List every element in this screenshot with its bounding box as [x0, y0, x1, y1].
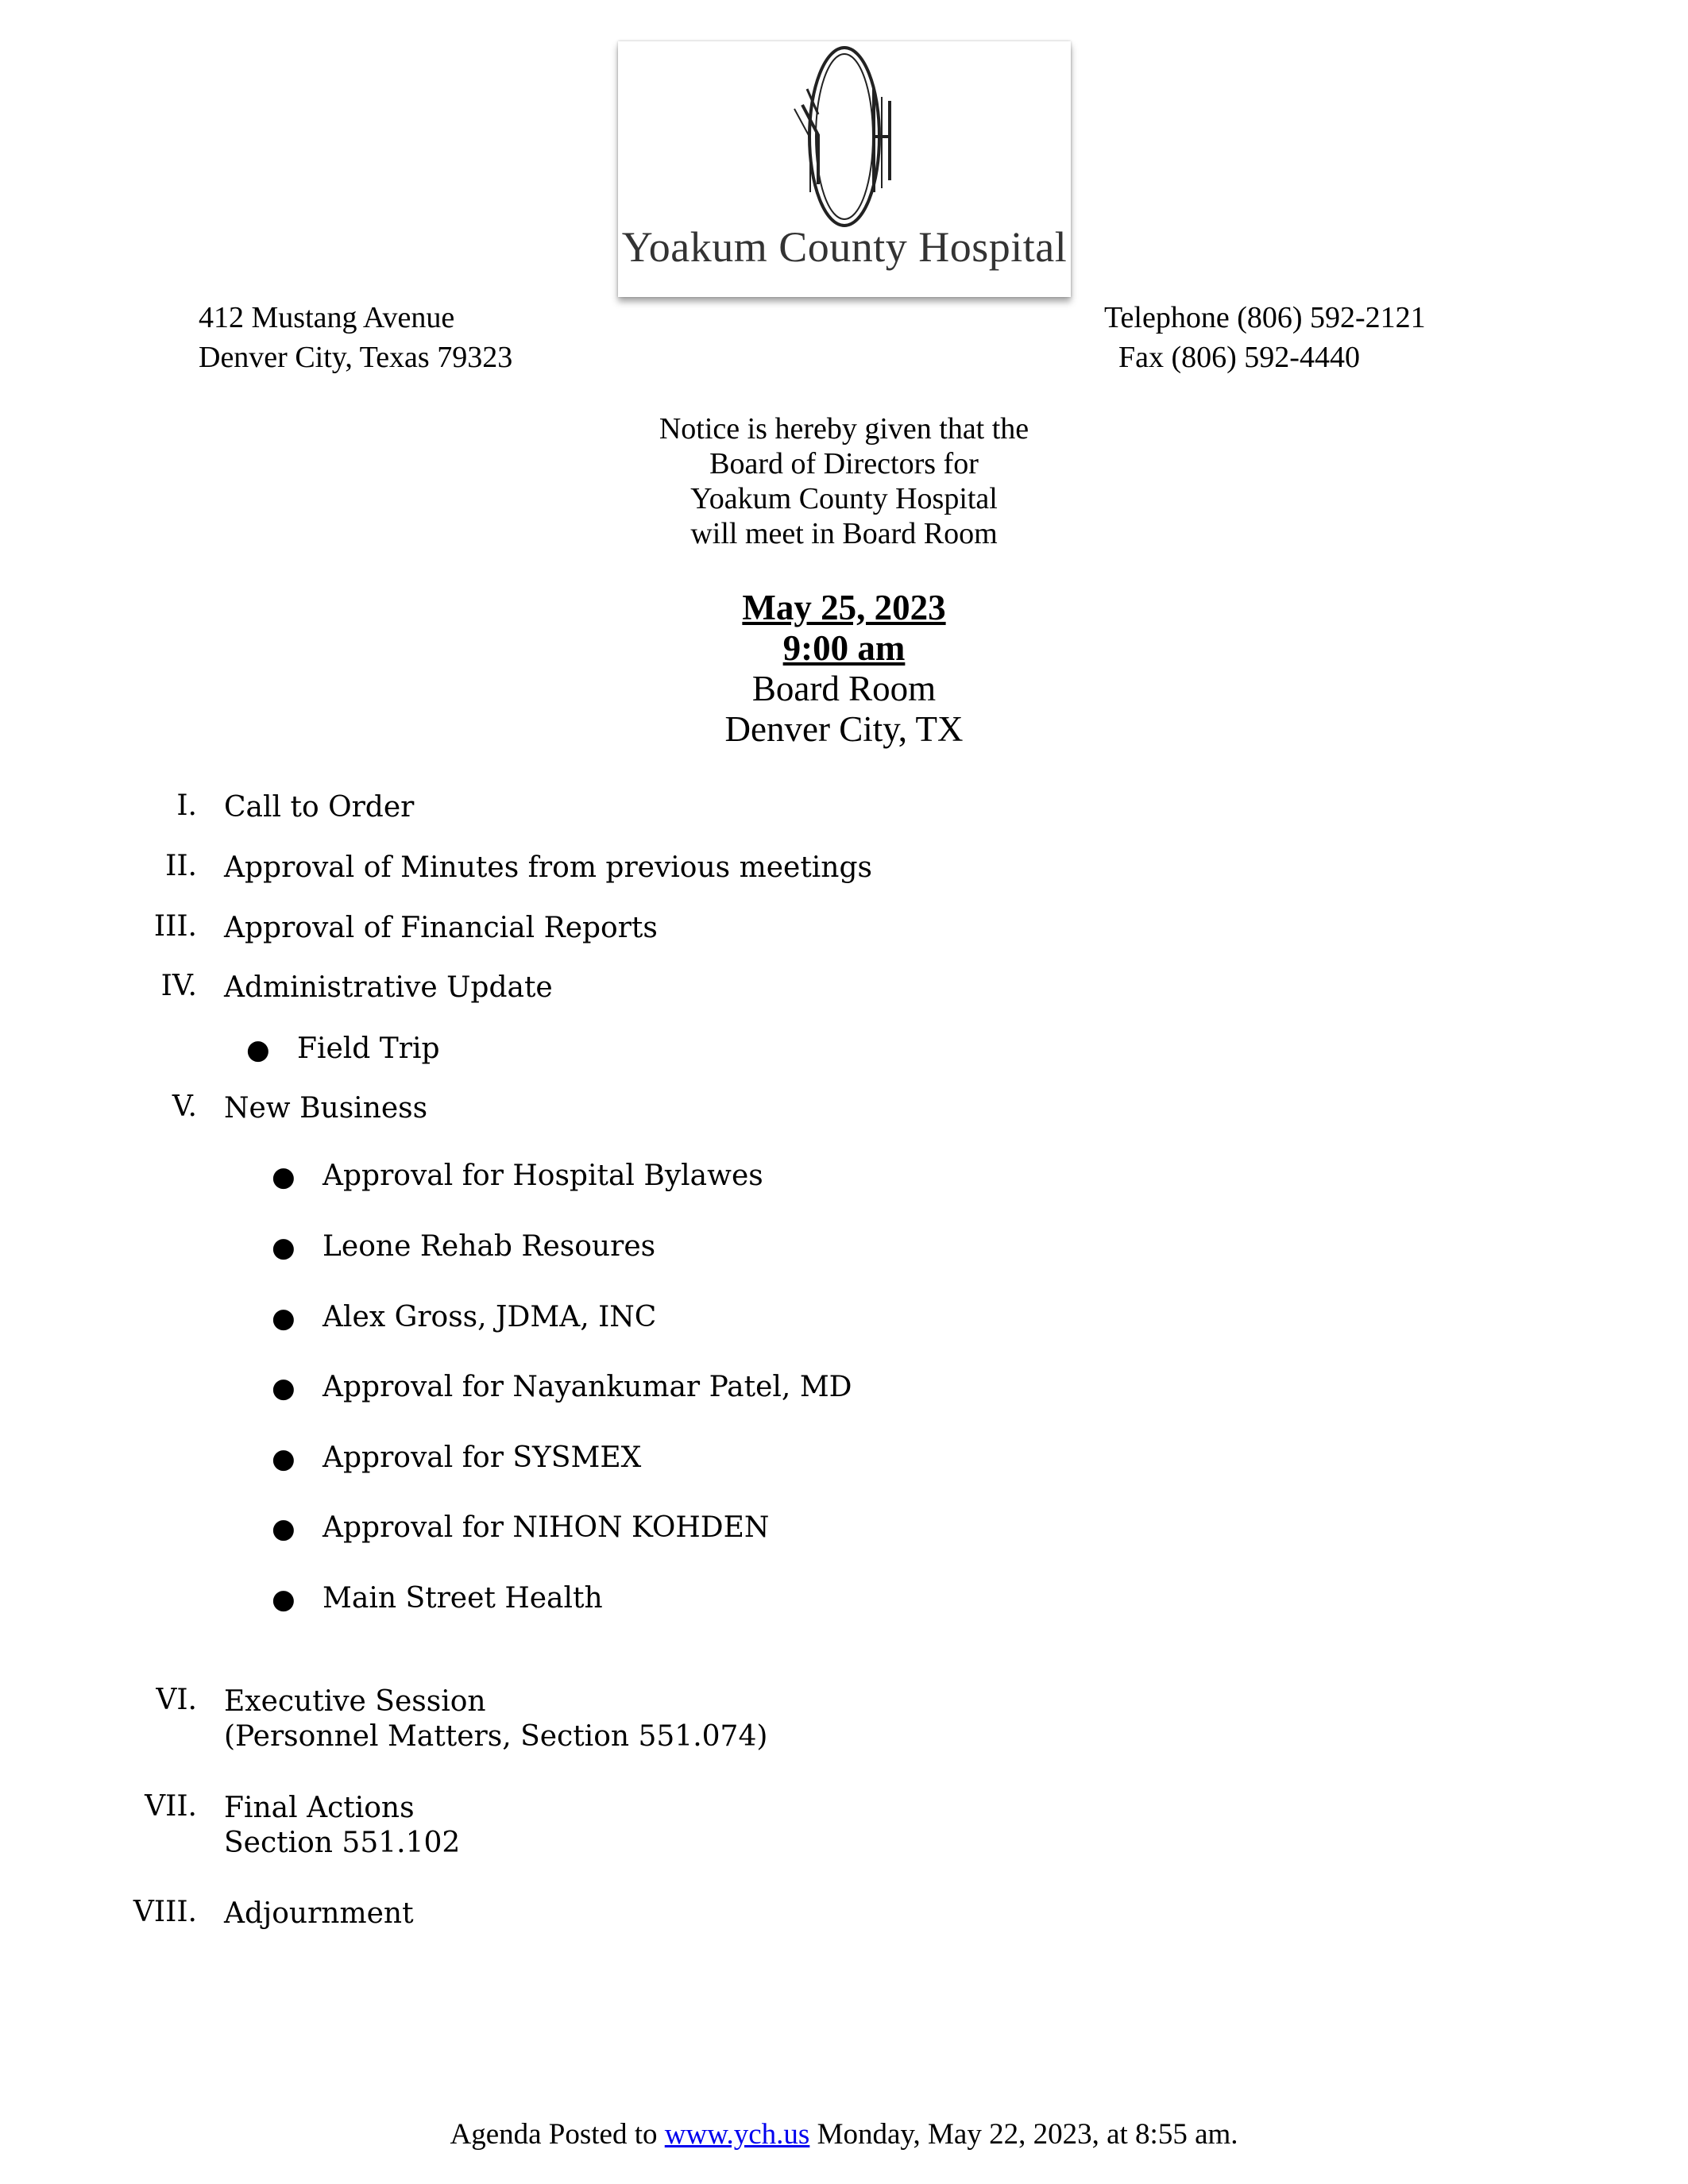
- agenda-item-number: II.: [165, 850, 197, 882]
- notice-line: Yoakum County Hospital: [690, 482, 998, 515]
- posting-notice: [0, 2117, 1688, 2151]
- agenda-item-number: IV.: [160, 970, 197, 1002]
- bullet-icon: ●: [246, 1034, 270, 1066]
- bullet-icon: ●: [272, 1302, 295, 1334]
- bullet-icon: ●: [272, 1232, 295, 1264]
- bullet-icon: ●: [272, 1513, 295, 1545]
- street-address: 412 Mustang Avenue: [199, 301, 455, 334]
- bullet-text: Main Street Health: [323, 1582, 603, 1615]
- agenda-item-number: VIII.: [133, 1896, 197, 1928]
- agenda-item-subtext: (Personnel Matters, Section 551.074): [224, 1720, 768, 1753]
- meeting-location: Denver City, TX: [724, 709, 964, 749]
- bullet-text: Approval for Nayankumar Patel, MD: [323, 1371, 852, 1403]
- notice-line: Board of Directors for: [709, 447, 979, 480]
- bullet-icon: ●: [272, 1584, 295, 1615]
- notice-line: Notice is hereby given that the: [659, 412, 1029, 446]
- city-address: Denver City, Texas 79323: [199, 341, 513, 374]
- posting-date: Monday, May 22, 2023, at 8:55 am.: [817, 2118, 1238, 2151]
- website-link[interactable]: www.ych.us: [664, 2118, 810, 2151]
- agenda-item-number: VII.: [145, 1790, 197, 1823]
- notice-line: will meet in Board Room: [690, 517, 998, 550]
- bullet-text: Alex Gross, JDMA, INC: [323, 1301, 657, 1333]
- bullet-icon: ●: [272, 1443, 295, 1475]
- agenda-item-text: Final Actions: [224, 1792, 415, 1824]
- posting-prefix: Agenda Posted to: [450, 2118, 658, 2151]
- bullet-icon: ●: [272, 1161, 295, 1193]
- bullet-text: Field Trip: [297, 1032, 440, 1065]
- bullet-text: Approval for Hospital Bylawes: [323, 1160, 763, 1192]
- fax: Fax (806) 592-4440: [1118, 341, 1360, 374]
- agenda-item-text: Administrative Update: [224, 971, 553, 1004]
- agenda-item-text: Executive Session: [224, 1685, 486, 1718]
- agenda-item-number: I.: [176, 789, 197, 822]
- bullet-text: Approval for NIHON KOHDEN: [323, 1511, 770, 1544]
- agenda-item-number: III.: [153, 910, 197, 943]
- meeting-time: 9:00 am: [782, 628, 906, 668]
- meeting-room: Board Room: [751, 669, 937, 708]
- bullet-text: Leone Rehab Resoures: [323, 1230, 656, 1263]
- agenda-item-text: Approval of Financial Reports: [224, 912, 658, 944]
- agenda-item-text: Adjournment: [224, 1897, 414, 1930]
- agenda-item-text: Approval of Minutes from previous meetings: [224, 851, 873, 884]
- bullet-icon: ●: [272, 1372, 295, 1404]
- telephone: Telephone (806) 592-2121: [1104, 301, 1426, 334]
- agenda-item-number: VI.: [156, 1684, 197, 1716]
- agenda-item-text: Call to Order: [224, 791, 415, 824]
- bullet-text: Approval for SYSMEX: [323, 1441, 642, 1474]
- agenda-item-number: V.: [172, 1090, 197, 1123]
- meeting-date: May 25, 2023: [742, 588, 946, 627]
- agenda-item-subtext: Section 551.102: [224, 1827, 461, 1859]
- agenda-item-text: New Business: [224, 1092, 428, 1125]
- logo-hospital-name: Yoakum County Hospital: [621, 223, 1068, 271]
